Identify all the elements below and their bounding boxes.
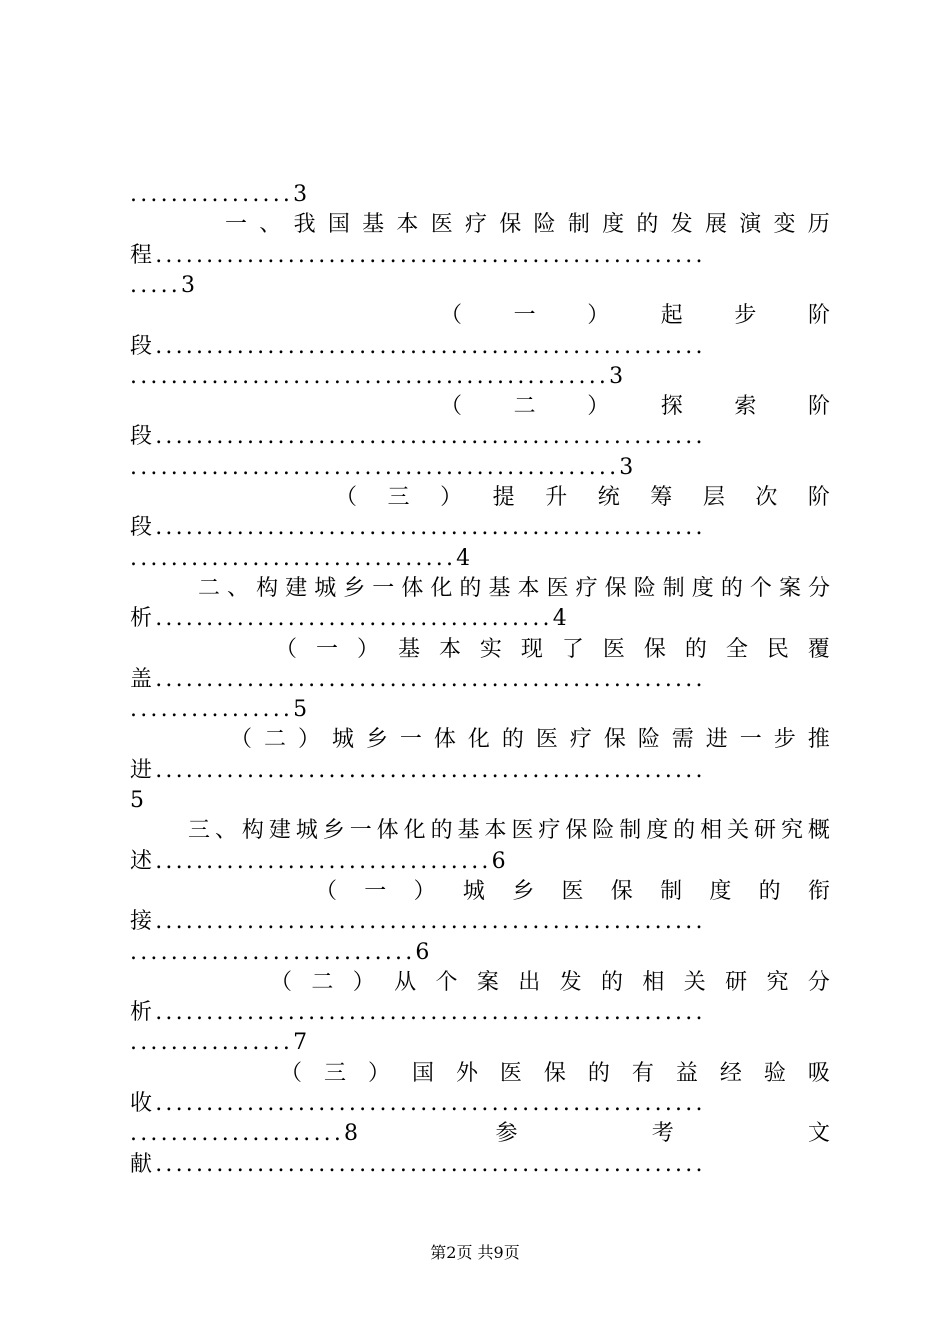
toc-line: （ 三 ） 提 升 统 筹 层 次 阶 [335,485,830,510]
toc-line: 段...................................................... [130,515,706,541]
toc-line: （ 二 ） 城 乡 一 体 化 的 医 疗 保 险 需 进 一 步 推 [230,727,830,753]
toc-line: 进...................................................... [130,757,706,783]
toc-line: （ 三 ） 国 外 医 保 的 有 益 经 验 吸 [280,1060,830,1086]
toc-line: 析...................................................... [130,1000,706,1026]
toc-line: （ 一 ） 城 乡 医 保 制 度 的 衔 [315,878,830,904]
toc-line: （ 一 ） 基 本 实 现 了 医 保 的 全 民 覆 [275,636,830,662]
toc-line: 三 、 构 建 城 乡 一 体 化 的 基 本 医 疗 保 险 制 度 的 相 关 研 究 概 [188,818,830,844]
toc-line: ................5 [130,697,311,723]
toc-line: （ 二 ） 探 索 阶 [440,394,830,420]
toc-line: 盖...................................................... [130,666,706,692]
toc-line: （ 二 ） 从 个 案 出 发 的 相 关 研 究 分 [270,969,830,995]
toc-line: 收...................................................... [130,1091,706,1116]
toc-line: .....................8 参 考 文 [130,1121,830,1147]
toc-line: 5 [130,788,148,813]
toc-line: 述.................................6 [130,848,509,874]
toc-line: 献...................................................... [130,1151,706,1177]
toc-line: 二 、 构 建 城 乡 一 体 化 的 基 本 医 疗 保 险 制 度 的 个 案 分 [198,575,830,601]
toc-line: 程...................................................... [130,242,706,268]
toc-line: ................................................3 [130,454,637,480]
page-footer: 第2页 共9页 [430,1243,520,1262]
toc-line: ............................6 [130,939,433,965]
toc-line: ...............................................3 [130,363,627,389]
toc-line: .....3 [130,272,199,298]
toc-line: ................3 [130,182,311,207]
toc-line: 接...................................................... [130,909,706,935]
toc-line: ................................4 [130,545,474,571]
toc-line: 析.......................................4 [130,606,570,632]
toc-line: （ 一 ） 起 步 阶 [440,303,830,329]
toc-line: 段...................................................... [130,424,706,450]
toc-line: ................7 [130,1030,311,1056]
toc-line: 一 、 我 国 基 本 医 疗 保 险 制 度 的 发 展 演 变 历 [225,212,830,238]
toc-line: 段...................................................... [130,333,706,359]
